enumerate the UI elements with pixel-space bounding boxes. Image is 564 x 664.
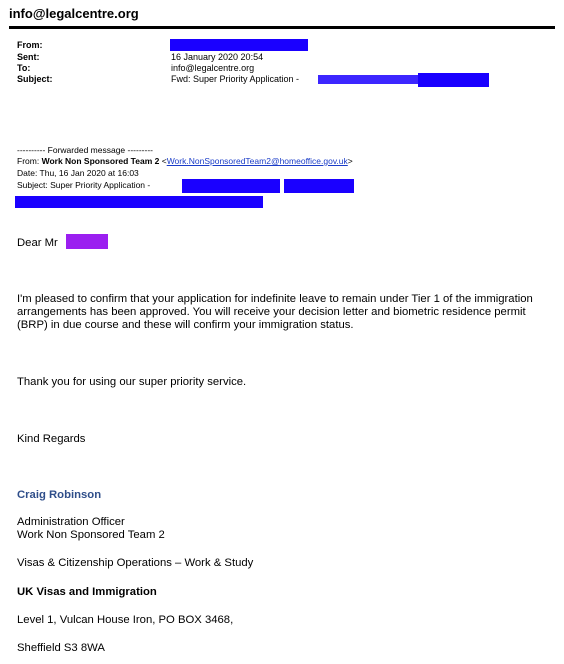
to-label: To:: [17, 63, 31, 73]
mailbox-address: info@legalcentre.org: [9, 6, 139, 21]
header-divider: [9, 26, 555, 29]
signature-address-line2: Sheffield S3 8WA: [17, 642, 105, 654]
greeting: Dear Mr: [17, 237, 58, 249]
subject-value: Fwd: Super Priority Application -: [171, 74, 300, 84]
forwarded-subject-redaction-2: [284, 179, 354, 193]
to-value: info@legalcentre.org: [171, 63, 255, 73]
closing: Kind Regards: [17, 433, 86, 445]
from-redaction: [170, 39, 308, 51]
approval-paragraph: I'm pleased to confirm that your application for indefinite leave to remain under Tier 1 of the immigration arrangements has been approved. You will receive your decision letter and biometric residence permit (BRP) in due course and these will confirm your immigration status.: [17, 293, 533, 331]
signature-title: Administration Officer: [17, 516, 125, 528]
sent-label: Sent:: [17, 52, 40, 62]
signature-org: UK Visas and Immigration: [17, 586, 157, 598]
signature-department: Visas & Citizenship Operations – Work & Study: [17, 557, 254, 569]
forwarded-separator: ---------- Forwarded message ---------: [17, 145, 153, 155]
forwarded-subject-redaction-1: [182, 179, 280, 193]
signature-name: Craig Robinson: [17, 489, 102, 501]
forwarded-from-name: Work Non Sponsored Team 2: [41, 156, 160, 166]
forwarded-from-email-link[interactable]: Work.NonSponsoredTeam2@homeoffice.gov.uk: [166, 156, 348, 166]
forwarded-from-line: From: Work Non Sponsored Team 2 <Work.NonSponsoredTeam2@homeoffice.gov.uk>: [17, 156, 353, 166]
from-label: From:: [17, 40, 43, 50]
forwarded-date: Date: Thu, 16 Jan 2020 at 16:03: [17, 168, 139, 178]
subject-redaction-1: [318, 75, 418, 84]
thanks-paragraph: Thank you for using our super priority service.: [17, 376, 247, 388]
greeting-name-redaction: [66, 234, 108, 249]
forwarded-subject-redaction-3: [15, 196, 263, 208]
forwarded-from-label: From:: [17, 156, 40, 166]
subject-label: Subject:: [17, 74, 53, 84]
subject-redaction-2: [418, 73, 489, 87]
signature-team: Work Non Sponsored Team 2: [17, 529, 165, 541]
forwarded-subject: Subject: Super Priority Application -: [17, 180, 151, 190]
signature-address-line1: Level 1, Vulcan House Iron, PO BOX 3468,: [17, 614, 234, 626]
sent-value: 16 January 2020 20:54: [171, 52, 264, 62]
